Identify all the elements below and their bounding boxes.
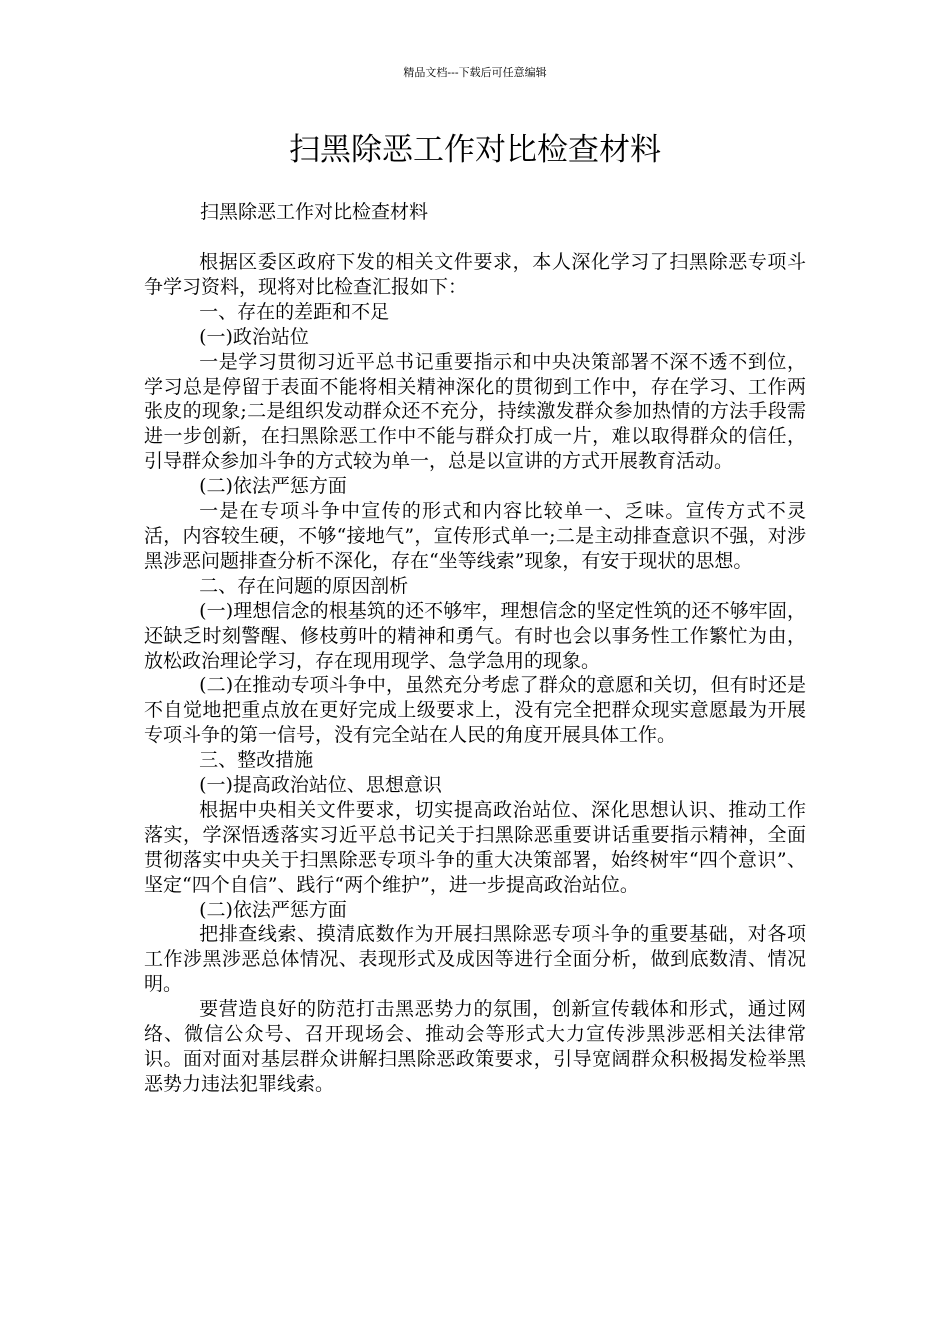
body-paragraph: 一是在专项斗争中宣传的形式和内容比较单一、乏味。宣传方式不灵活，内容较生硬，不够“接地气”，宣传形式单一;二是主动排查意识不强，对涉黑涉恶问题排查分析不深化，存在“坐等线索”现象，有安于现状的思想。: [144, 500, 806, 572]
document-title: 扫黑除恶工作对比检查材料: [289, 132, 661, 168]
body-paragraph: (二)在推动专项斗争中，虽然充分考虑了群众的意愿和关切，但有时还是不自觉地把重点放在更好完成上级要求上，没有完全把群众现实意愿最为开展专项斗争的第一信号，没有完全站在人民的角度开展具体工作。: [144, 674, 806, 747]
section-heading-3: 三、整改措施: [199, 749, 314, 772]
subsection-heading-1-2: (二)依法严惩方面: [199, 475, 347, 498]
body-paragraph: (一)理想信念的根基筑的还不够牢，理想信念的坚定性筑的还不够牢固，还缺乏时刻警醒、修枝剪叶的精神和勇气。有时也会以事务性工作繁忙为由，放松政治理论学习，存在现用现学、急学急用的现象。: [144, 599, 806, 672]
subsection-heading-3-1: (一)提高政治站位、思想意识: [199, 774, 442, 797]
subsection-heading-3-2: (二)依法严惩方面: [199, 898, 347, 921]
page-header-note: 精品文档---下载后可任意编辑: [403, 66, 547, 79]
document-body: [144, 250, 806, 1097]
body-paragraph: 一是学习贯彻习近平总书记重要指示和中央决策部署不深不透不到位，学习总是停留于表面不能将相关精神深化的贯彻到工作中，存在学习、工作两张皮的现象;二是组织发动群众还不充分，持续激发群众参加热情的方法手段需进一步创新，在扫黑除恶工作中不能与群众打成一片，难以取得群众的信任，引导群众参加斗争的方式较为单一，总是以宣讲的方式开展教育活动。: [144, 350, 806, 473]
intro-paragraph: 根据区委区政府下发的相关文件要求，本人深化学习了扫黑除恶专项斗争学习资料，现将对比检查汇报如下：: [144, 251, 806, 298]
body-paragraph: 根据中央相关文件要求，切实提高政治站位、深化思想认识、推动工作落实，学深悟透落实习近平总书记关于扫黑除恶重要讲话重要指示精神，全面贯彻落实中央关于扫黑除恶专项斗争的重大决策部署，始终树牢“四个意识”、坚定“四个自信”、践行“两个维护”，进一步提高政治站位。: [144, 798, 806, 896]
section-heading-1: 一、存在的差距和不足: [199, 300, 390, 323]
body-paragraph: 把排查线索、摸清底数作为开展扫黑除恶专项斗争的重要基础，对各项工作涉黑涉恶总体情况、表现形式及成因等进行全面分析，做到底数清、情况明。: [144, 923, 806, 996]
subsection-heading-1-1: (一)政治站位: [199, 325, 309, 348]
document-subtitle: 扫黑除恶工作对比检查材料: [200, 201, 429, 223]
body-paragraph: 要营造良好的防范打击黑恶势力的氛围，创新宣传载体和形式，通过网络、微信公众号、召开现场会、推动会等形式大力宣传涉黑涉恶相关法律常识。面对面对基层群众讲解扫黑除恶政策要求，引导宽阔群众积极揭发检举黑恶势力违法犯罪线索。: [144, 998, 806, 1095]
section-heading-2: 二、存在问题的原因剖析: [199, 574, 409, 597]
